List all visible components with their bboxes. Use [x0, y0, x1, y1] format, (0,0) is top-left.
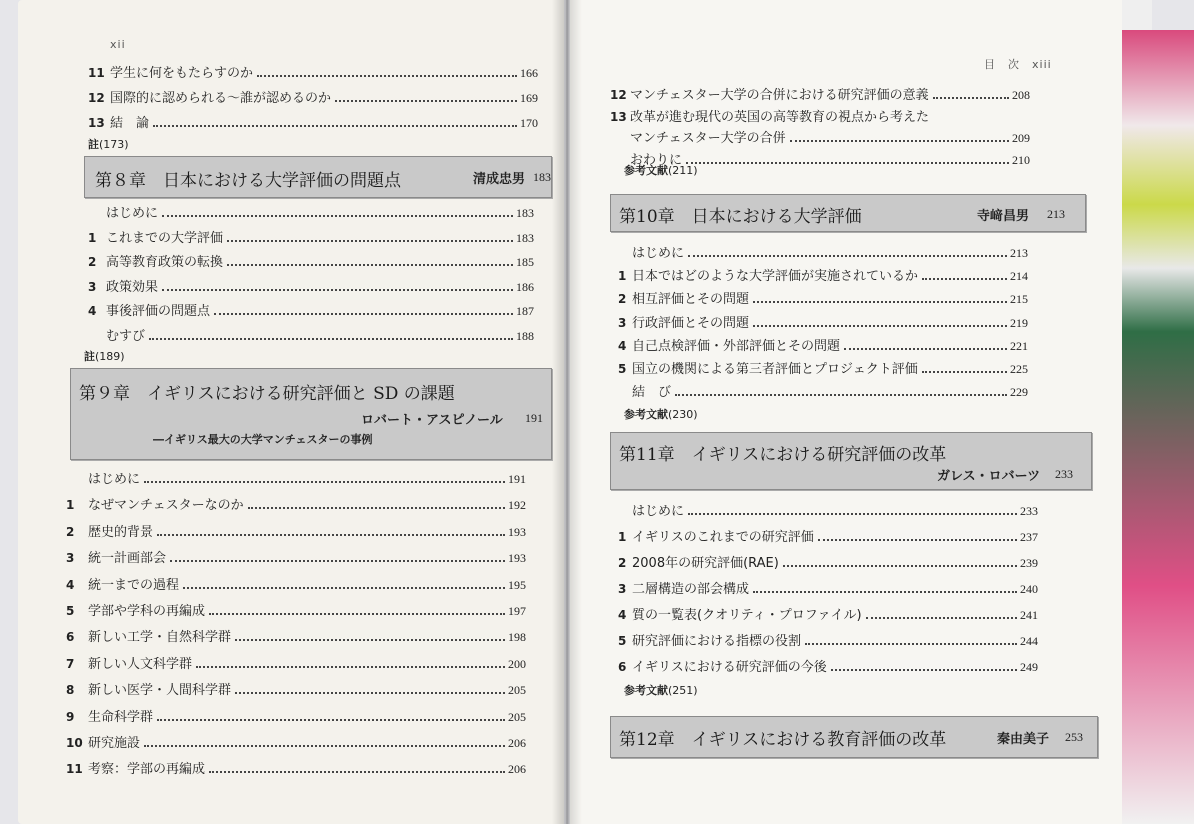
notes-entry — [84, 348, 125, 364]
toc-entry[interactable] — [618, 656, 1038, 675]
toc-entry-number: 2 — [618, 556, 627, 570]
toc-entry-page: 198 — [508, 630, 526, 645]
page-folio: xii — [110, 38, 126, 51]
toc-entry-page: 241 — [1020, 608, 1038, 622]
toc-entry[interactable] — [66, 732, 526, 751]
left-page — [18, 0, 564, 824]
toc-leader-dots — [183, 586, 505, 589]
toc-leader-dots — [688, 512, 1017, 515]
references-entry — [624, 406, 698, 422]
chapter-11-header[interactable] — [610, 432, 1092, 490]
chapter-page: 233 — [1055, 467, 1073, 481]
toc-entry[interactable] — [66, 547, 526, 566]
toc-leader-dots — [790, 139, 1009, 142]
toc-entry-number: 4 — [66, 577, 75, 592]
toc-entry-label: はじめに — [632, 246, 685, 261]
toc-leader-dots — [933, 96, 1009, 99]
toc-entry-page: 205 — [508, 683, 526, 698]
toc-entry-label: 統一までの過程 — [88, 577, 180, 593]
toc-leader-dots — [170, 559, 505, 562]
toc-entry-page: 192 — [508, 498, 526, 513]
toc-leader-dots — [248, 506, 505, 509]
toc-entry-label: むすび — [106, 328, 146, 344]
toc-leader-dots — [162, 214, 513, 217]
toc-leader-dots — [844, 347, 1007, 350]
toc-entry-label: なぜマンチェスターなのか — [88, 498, 244, 514]
toc-entry-label: 事後評価の問題点 — [106, 304, 211, 319]
toc-entry-label: 新しい工学・自然科学群 — [88, 630, 232, 646]
toc-leader-dots — [866, 616, 1017, 619]
chapter-subtitle: ―イギリス最大の大学マンチェスターの事例 — [153, 433, 373, 446]
toc-entry-number: 2 — [618, 292, 627, 307]
book-gutter — [552, 0, 582, 824]
chapter-12-header[interactable] — [610, 716, 1098, 758]
toc-entry-number: 6 — [618, 660, 627, 674]
toc-entry-label: 2008年の研究評価(RAE) — [632, 556, 779, 571]
toc-entry-label: 学部や学科の再編成 — [88, 604, 206, 619]
chapter-author: 清成忠男 — [473, 172, 526, 187]
book-cover-colored-edge — [1122, 30, 1194, 824]
toc-entry-page: 221 — [1010, 338, 1028, 353]
toc-leader-dots — [805, 642, 1017, 645]
toc-entry[interactable] — [88, 202, 534, 221]
toc-entry-label: 高等教育政策の転換 — [106, 255, 224, 270]
notes-entry — [88, 136, 129, 152]
toc-entry-label: マンチェスター大学の合併における研究評価の意義 — [630, 88, 929, 103]
chapter-10-header[interactable] — [610, 194, 1086, 232]
toc-entry[interactable] — [610, 84, 1030, 103]
toc-leader-dots — [783, 564, 1017, 567]
toc-entry-label: 二層構造の部会構成 — [632, 582, 750, 597]
toc-entry-label: 改革が進む現代の英国の高等教育の視点から考えた — [630, 109, 930, 125]
toc-entry-number: 1 — [618, 530, 627, 544]
chapter-title: 第８章 日本における大学評価の問題点 — [95, 171, 401, 191]
toc-entry-label: 統一計画部会 — [88, 551, 167, 567]
toc-entry-number: 12 — [610, 88, 627, 102]
toc-entry-number: 11 — [88, 66, 105, 80]
toc-leader-dots — [753, 324, 1007, 327]
chapter-8-header[interactable] — [84, 156, 552, 198]
toc-entry-page: 193 — [508, 524, 526, 539]
toc-entry-page: 185 — [516, 255, 534, 269]
toc-leader-dots — [227, 263, 513, 266]
toc-entry-number: 12 — [88, 91, 105, 105]
toc-entry-label: 研究評価における指標の役割 — [632, 634, 802, 649]
toc-entry-page: 209 — [1012, 131, 1030, 145]
notes-page: (189) — [95, 350, 125, 363]
toc-entry[interactable] — [618, 500, 1038, 519]
toc-entry-page: 205 — [508, 709, 526, 724]
toc-entry-label: 質の一覧表(クオリティ・プロファイル) — [632, 608, 862, 623]
chapter-author: ガレス・ロバーツ — [937, 469, 1041, 484]
toc-entry-label: 行政評価とその問題 — [632, 315, 750, 331]
toc-entry-label: 国際的に認められる〜誰が認めるのか — [110, 91, 332, 106]
toc-entry-page: 244 — [1020, 634, 1038, 648]
toc-entry-page: 229 — [1010, 385, 1028, 400]
toc-entry-page: 186 — [516, 279, 534, 294]
toc-entry-page: 249 — [1020, 660, 1038, 674]
chapter-author: 寺﨑昌男 — [977, 209, 1030, 224]
references-entry — [624, 682, 698, 698]
toc-entry-label: イギリスにおける研究評価の今後 — [632, 660, 827, 675]
toc-entry[interactable] — [66, 494, 526, 513]
toc-entry-number: 4 — [618, 608, 627, 622]
toc-leader-dots — [157, 718, 505, 721]
toc-entry-page: 193 — [508, 551, 526, 566]
toc-entry-number: 11 — [66, 762, 83, 777]
toc-entry[interactable] — [618, 526, 1038, 545]
toc-entry[interactable] — [66, 758, 526, 777]
toc-entry-page: 208 — [1012, 88, 1030, 102]
toc-entry-page: 233 — [1020, 504, 1038, 518]
toc-entry-page: 188 — [516, 328, 534, 343]
references-page: (251) — [668, 684, 698, 697]
chapter-page: 213 — [1047, 207, 1065, 221]
toc-entry-number: 5 — [618, 634, 627, 648]
toc-leader-dots — [209, 770, 505, 773]
toc-leader-dots — [227, 239, 513, 242]
toc-leader-dots — [753, 590, 1017, 593]
toc-entry-label: 結 論 — [110, 116, 150, 131]
toc-entry[interactable] — [618, 381, 1028, 400]
references-page: (211) — [668, 164, 698, 177]
toc-entry-page: 183 — [516, 206, 534, 220]
toc-entry-number: 3 — [88, 279, 97, 294]
toc-leader-dots — [153, 124, 517, 127]
chapter-page: 253 — [1065, 730, 1083, 744]
toc-entry-label: 生命科学群 — [88, 709, 154, 725]
toc-leader-dots — [753, 300, 1007, 303]
toc-entry-number: 13 — [88, 116, 105, 130]
toc-entry[interactable] — [610, 127, 1030, 146]
toc-entry-number: 3 — [618, 582, 627, 596]
toc-leader-dots — [686, 161, 1009, 164]
toc-leader-dots — [831, 668, 1017, 671]
toc-entry-label: 歴史的背景 — [88, 524, 154, 540]
toc-entry[interactable] — [618, 312, 1028, 331]
toc-leader-dots — [162, 288, 513, 291]
toc-entry-number: 6 — [66, 630, 75, 645]
notes-label: 註 — [84, 350, 95, 363]
toc-entry-label: 自己点検評価・外部評価とその問題 — [632, 338, 841, 354]
toc-entry[interactable] — [88, 62, 538, 81]
references-entry — [624, 162, 698, 178]
toc-entry-page: 206 — [508, 762, 526, 777]
toc-entry-number: 1 — [88, 230, 97, 245]
chapter-author: ロバート・アスピノール — [361, 413, 503, 428]
toc-entry-label: 相互評価とその問題 — [632, 292, 750, 308]
chapter-9-header[interactable] — [70, 368, 552, 460]
toc-entry-page: 195 — [508, 577, 526, 592]
toc-entry[interactable] — [88, 276, 534, 295]
toc-leader-dots — [675, 393, 1007, 396]
chapter-title: 第10章 日本における大学評価 — [619, 207, 862, 227]
toc-entry[interactable] — [618, 358, 1028, 377]
toc-entry[interactable] — [88, 325, 534, 344]
toc-entry-page: 225 — [1010, 362, 1028, 376]
toc-entry-number: 10 — [66, 736, 83, 750]
chapter-title: 第12章 イギリスにおける教育評価の改革 — [619, 730, 947, 750]
right-page — [570, 0, 1122, 824]
references-label: 参考文献 — [624, 684, 668, 697]
toc-entry-page: 187 — [516, 304, 534, 318]
page-folio: 目 次 xiii — [984, 58, 1052, 71]
toc-leader-dots — [214, 312, 513, 315]
toc-entry-number: 5 — [66, 604, 75, 618]
toc-entry[interactable] — [88, 300, 534, 319]
toc-leader-dots — [196, 665, 505, 668]
toc-leader-dots — [235, 638, 505, 641]
toc-entry-label: 新しい医学・人間科学群 — [88, 683, 232, 699]
toc-entry-label: 研究施設 — [88, 736, 141, 751]
notes-page: (173) — [99, 138, 129, 151]
toc-entry[interactable] — [88, 227, 534, 246]
toc-entry-label: おわりに — [630, 152, 683, 168]
toc-entry-page: 214 — [1010, 269, 1028, 284]
toc-entry[interactable] — [618, 288, 1028, 307]
toc-entry-page: 219 — [1010, 315, 1028, 330]
toc-entry-number: 8 — [66, 683, 75, 698]
toc-entry[interactable] — [88, 251, 534, 270]
toc-entry-number: 7 — [66, 656, 75, 671]
toc-leader-dots — [335, 99, 517, 102]
toc-entry-page: 237 — [1020, 530, 1038, 544]
toc-leader-dots — [922, 277, 1007, 280]
toc-entry-label: 学生に何をもたらすのか — [110, 66, 254, 81]
toc-entry[interactable] — [66, 468, 526, 487]
toc-leader-dots — [149, 337, 513, 340]
chapter-page: 191 — [525, 411, 543, 425]
toc-entry-label: イギリスのこれまでの研究評価 — [632, 530, 814, 545]
toc-entry[interactable] — [66, 521, 526, 540]
toc-leader-dots — [235, 691, 505, 694]
toc-entry-label: これまでの大学評価 — [106, 230, 224, 246]
toc-leader-dots — [818, 538, 1017, 541]
toc-entry[interactable] — [66, 574, 526, 593]
toc-entry-label: 国立の機関による第三者評価とプロジェクト評価 — [632, 362, 918, 377]
toc-entry-number: 5 — [618, 362, 627, 376]
toc-entry[interactable] — [618, 242, 1028, 261]
toc-entry[interactable] — [618, 552, 1038, 571]
toc-entry[interactable] — [66, 706, 526, 725]
chapter-title: 第９章 イギリスにおける研究評価と SD の課題 — [79, 384, 455, 404]
toc-entry-label: はじめに — [632, 504, 685, 519]
toc-entry[interactable] — [66, 679, 526, 698]
toc-leader-dots — [209, 612, 505, 615]
toc-entry[interactable] — [66, 626, 526, 645]
toc-entry-number: 2 — [88, 255, 97, 269]
toc-entry[interactable] — [66, 653, 526, 672]
toc-entry-page: 210 — [1012, 152, 1030, 167]
toc-leader-dots — [157, 533, 505, 536]
toc-entry[interactable] — [66, 600, 526, 619]
references-page: (230) — [668, 408, 698, 421]
toc-entry-label: 政策効果 — [106, 279, 159, 295]
toc-entry-number: 1 — [618, 269, 627, 284]
toc-entry-page: 200 — [508, 656, 526, 671]
toc-entry[interactable] — [618, 578, 1038, 597]
toc-entry-label: はじめに — [88, 472, 141, 487]
toc-leader-dots — [688, 254, 1007, 257]
toc-entry-number: 2 — [66, 524, 75, 539]
toc-entry-label: 結 び — [632, 385, 672, 401]
toc-entry-label: はじめに — [106, 206, 159, 221]
references-label: 参考文献 — [624, 164, 668, 177]
toc-entry[interactable] — [618, 265, 1028, 284]
toc-entry-page: 206 — [508, 736, 526, 750]
notes-label: 註 — [88, 138, 99, 151]
toc-entry[interactable] — [610, 106, 1030, 125]
toc-entry-page: 215 — [1010, 292, 1028, 307]
toc-entry[interactable] — [618, 604, 1038, 623]
toc-entry[interactable] — [88, 87, 538, 106]
chapter-author: 秦由美子 — [997, 732, 1050, 747]
toc-entry-page: 169 — [520, 91, 538, 105]
toc-entry-page: 166 — [520, 66, 538, 80]
references-label: 参考文献 — [624, 408, 668, 421]
toc-entry-number: 13 — [610, 109, 627, 124]
chapter-page: 183 — [533, 170, 551, 184]
toc-entry-page: 239 — [1020, 556, 1038, 570]
chapter-title: 第11章 イギリスにおける研究評価の改革 — [619, 445, 947, 465]
toc-entry-label: 新しい人文科学群 — [88, 656, 193, 672]
toc-entry-page: 170 — [520, 116, 538, 130]
toc-leader-dots — [922, 370, 1007, 373]
toc-entry-page: 191 — [508, 472, 526, 486]
toc-entry-label: マンチェスター大学の合併 — [630, 131, 786, 146]
toc-entry-page: 240 — [1020, 582, 1038, 596]
toc-entry-page: 197 — [508, 604, 526, 618]
toc-entry-page: 213 — [1010, 246, 1028, 260]
toc-entry[interactable] — [88, 112, 538, 131]
toc-entry-number: 3 — [66, 551, 75, 566]
toc-entry-number: 9 — [66, 709, 75, 724]
toc-entry-label: 考察：学部の再編成 — [88, 762, 206, 778]
toc-entry-label: 日本ではどのような大学評価が実施されているか — [632, 269, 919, 285]
toc-leader-dots — [257, 74, 517, 77]
toc-entry-number: 4 — [618, 338, 627, 353]
toc-entry[interactable] — [618, 630, 1038, 649]
toc-entry-page: 183 — [516, 230, 534, 245]
toc-leader-dots — [144, 480, 505, 483]
toc-entry[interactable] — [618, 335, 1028, 354]
toc-entry-number: 4 — [88, 304, 97, 318]
toc-entry-number: 1 — [66, 498, 75, 513]
toc-leader-dots — [144, 744, 505, 747]
toc-entry-number: 3 — [618, 315, 627, 330]
